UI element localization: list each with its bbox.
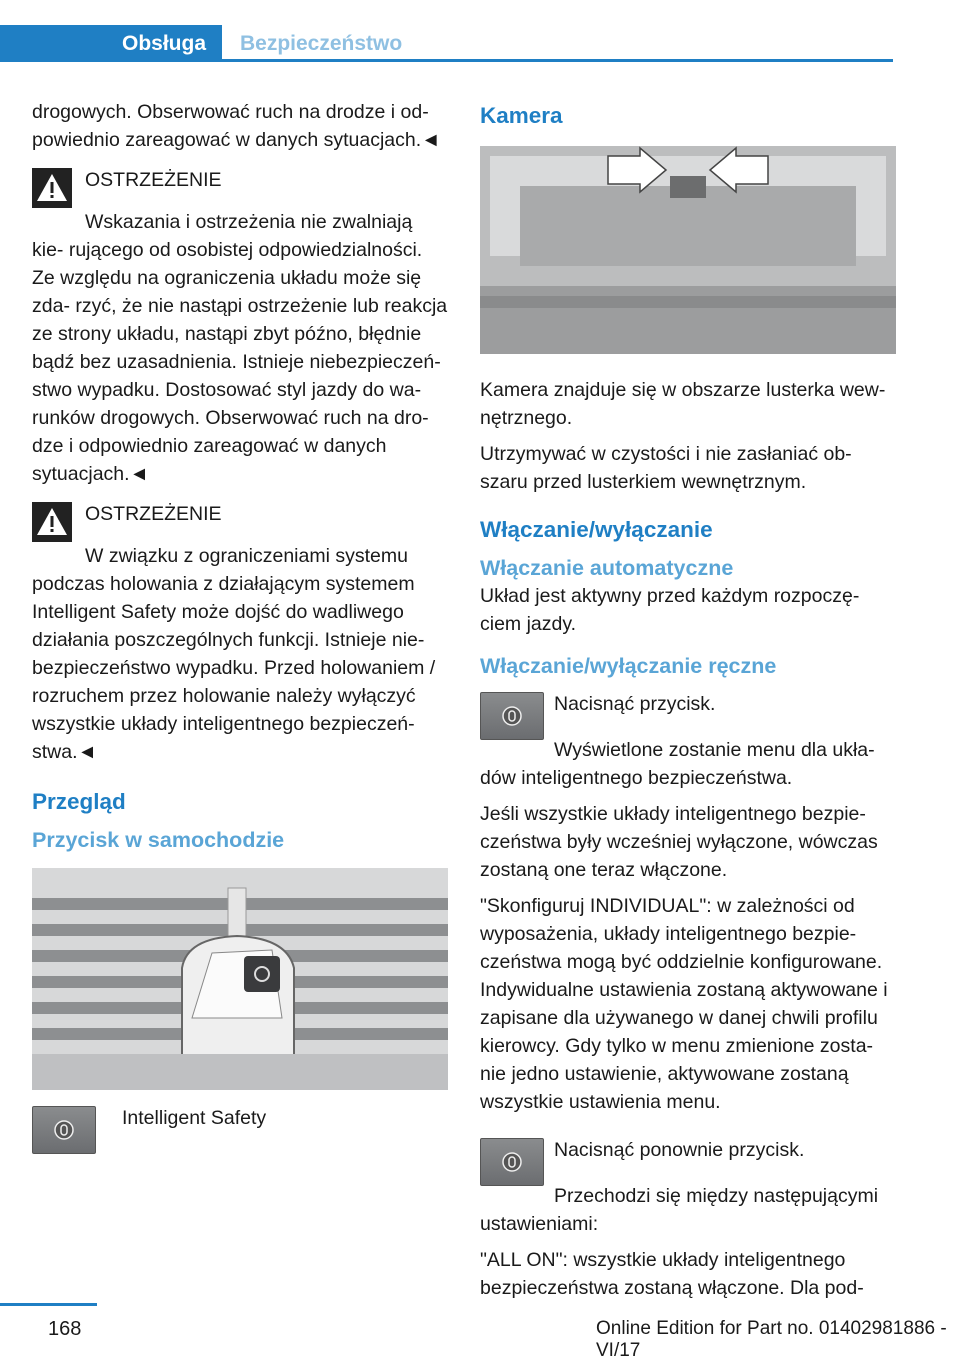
heading-przycisk: Przycisk w samochodzie — [32, 828, 285, 852]
intelligent-safety-button-icon — [32, 1106, 96, 1154]
camera-photo — [480, 146, 896, 354]
paragraph: Jeśli wszystkie układy inteligentnego bezpie- czeństwa były wcześniej wyłączone, wówczas zostaną one teraz włączone. — [480, 803, 878, 881]
warning-block — [32, 500, 448, 766]
intelligent-safety-button-icon — [480, 1138, 544, 1186]
warning-block — [32, 166, 448, 488]
footer-divider — [0, 1303, 97, 1306]
paragraph: "Skonfiguruj INDIVIDUAL": w zależności od wyposażenia, układy inteligentnego bezpie- czeństwa mogą być oddzielnie konfigurowane. Indywidualne ustawienia zostaną aktywowane i zapisane dla używanego w danej chwili profilu kierowcy. Gdy tylko w menu zmienione zosta- nie jedno ustawienie, aktywowane zostaną wszystkie ustawienia menu. — [480, 895, 888, 1113]
paragraph: drogowych. Obserwować ruch na drodze i od- powiednio zareagować w danych sytuacjach.◄ — [32, 101, 441, 151]
instruction-block — [480, 690, 896, 792]
heading-manual: Włączanie/wyłączanie ręczne — [480, 654, 777, 678]
warning-title: OSTRZEŻENIE — [85, 169, 222, 191]
paragraph: Kamera znajduje się w obszarze lusterka wew- nętrznego. — [480, 379, 886, 429]
paragraph: "ALL ON": wszystkie układy inteligentnego bezpieczeństwa zostaną włączone. Dla pod- — [480, 1249, 864, 1299]
page-number: 168 — [48, 1318, 82, 1340]
instruction-line: Przechodzi się między następującymi ustawieniami: — [480, 1185, 879, 1235]
tab-obsluga[interactable]: Obsługa — [0, 25, 222, 62]
heading-kamera: Kamera — [480, 103, 563, 128]
header-bar — [0, 25, 893, 61]
intelligent-safety-button-icon — [480, 692, 544, 740]
heading-wlaczanie: Włączanie/wyłączanie — [480, 517, 713, 542]
instruction-block — [480, 1136, 896, 1238]
warning-triangle-icon — [32, 168, 72, 208]
car-button-photo — [32, 868, 448, 1090]
warning-text: Wskazania i ostrzeżenia nie zwalniają kie- rującego od osobistej odpowiedzialności. Ze względu na ograniczenia układu może się zda- rzyć, że nie nastąpi ostrzeżenie lub reakcja ze strony układu, nastąpi zbyt późno, błędnie bądź bez uzasadnienia. Istnieje niebezpieczeń- stwo wypadku. Dostosować styl jazdy do wa- runków drogowych. Obserwować ruch na dro- dze i odpowiednio zareagować w danych sytuacjach.◄ — [32, 211, 448, 485]
left-column — [32, 98, 448, 1154]
right-column — [480, 102, 896, 1310]
header-divider — [0, 59, 893, 62]
caption-row — [32, 1104, 448, 1154]
instruction-line: Nacisnąć ponownie przycisk. — [554, 1139, 805, 1161]
instruction-line: Wyświetlone zostanie menu dla ukła- dów inteligentnego bezpieczeństwa. — [480, 739, 875, 789]
caption-intelligent-safety: Intelligent Safety — [122, 1107, 267, 1129]
paragraph: Układ jest aktywny przed każdym rozpoczę- ciem jazdy. — [480, 585, 860, 635]
paragraph: Utrzymywać w czystości i nie zasłaniać ob- szaru przed lusterkiem wewnętrznym. — [480, 443, 852, 493]
heading-przeglad: Przegląd — [32, 789, 126, 814]
warning-triangle-icon — [32, 502, 72, 542]
instruction-line: Nacisnąć przycisk. — [554, 693, 716, 715]
heading-auto: Włączanie automatyczne — [480, 556, 734, 580]
warning-title: OSTRZEŻENIE — [85, 503, 222, 525]
warning-text: W związku z ograniczeniami systemu podczas holowania z działającym systemem Intelligent Safety może dojść do wadliwego działania poszczególnych funkcji. Istnieje nie- bezpieczeństwo wypadku. Przed holowaniem / rozruchem przez holowanie należy wyłączyć wszystkie układy inteligentnego bezpieczeń- stwa.◄ — [32, 545, 436, 763]
tab-bezpieczenstwo[interactable]: Bezpieczeństwo — [240, 32, 403, 55]
edition-note: Online Edition for Part no. 01402981886 - VI/17 — [596, 1318, 947, 1361]
